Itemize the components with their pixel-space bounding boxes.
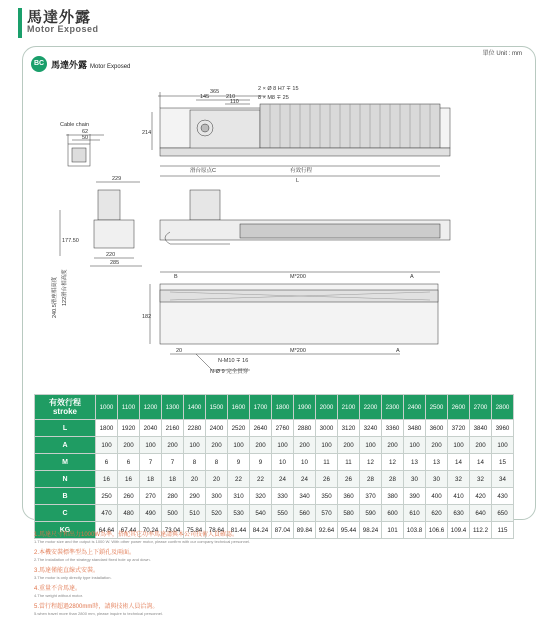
note-text-en: 4.The weight without motor. — [34, 593, 83, 598]
spec-row — [35, 454, 514, 471]
spec-cell: 340 — [294, 488, 316, 505]
spec-cell: 2760 — [272, 420, 294, 437]
spec-row-label: A — [35, 437, 96, 454]
spec-cell: 560 — [294, 505, 316, 522]
dim-145: 145 — [200, 94, 210, 100]
cable-chain-label: Cable chain — [60, 122, 90, 128]
spec-cell: 280 — [162, 488, 184, 505]
spec-cell: 95.44 — [338, 522, 360, 539]
note-item — [34, 604, 314, 616]
spec-cell: 28 — [360, 471, 382, 488]
spec-cell: 34 — [492, 471, 514, 488]
spec-cell: 100 — [184, 437, 206, 454]
spec-cell: 470 — [96, 505, 118, 522]
spec-cell: 70.24 — [140, 522, 162, 539]
spec-cell: 10 — [272, 454, 294, 471]
spec-cell: 380 — [382, 488, 404, 505]
spec-cell: 78.64 — [206, 522, 228, 539]
stroke-header-cell: 1900 — [294, 395, 316, 420]
spec-cell: 370 — [360, 488, 382, 505]
note-text-en: 5.when travel more than 2800 mm, please inquire to technical personnel. — [34, 611, 163, 616]
section-title-zh: 馬達外露 — [51, 60, 88, 70]
spec-cell: 400 — [426, 488, 448, 505]
note-item — [34, 550, 314, 562]
spec-cell: 100 — [448, 437, 470, 454]
stroke-header-cell: 1500 — [206, 395, 228, 420]
label-a-top: A — [410, 274, 414, 280]
spec-cell: 1920 — [118, 420, 140, 437]
note-item — [34, 586, 314, 598]
spec-cell: 14 — [448, 454, 470, 471]
spec-cell: 18 — [162, 471, 184, 488]
spec-cell: 510 — [184, 505, 206, 522]
spec-cell: 520 — [206, 505, 228, 522]
spec-cell: 640 — [470, 505, 492, 522]
spec-row-label: C — [35, 505, 96, 522]
stroke-header-cell: 2300 — [382, 395, 404, 420]
stroke-header-cell: 2100 — [338, 395, 360, 420]
spec-cell: 20 — [206, 471, 228, 488]
spec-cell: 310 — [228, 488, 250, 505]
spec-cell: 75.84 — [184, 522, 206, 539]
spec-cell: 2160 — [162, 420, 184, 437]
spec-cell: 200 — [162, 437, 184, 454]
spec-cell: 6 — [96, 454, 118, 471]
spec-row-label: N — [35, 471, 96, 488]
spec-row — [35, 437, 514, 454]
spec-cell: 92.64 — [316, 522, 338, 539]
label-m200-top: M*200 — [290, 274, 306, 280]
spec-cell: 109.4 — [448, 522, 470, 539]
plan-view — [150, 272, 440, 370]
note-item — [34, 568, 314, 580]
hole-callout-1: 2 × Ø 8 H7 ∓ 15 — [258, 86, 299, 92]
stroke-header-cell: 1600 — [228, 395, 250, 420]
spec-cell: 101 — [382, 522, 404, 539]
spec-cell: 620 — [426, 505, 448, 522]
spec-cell: 260 — [118, 488, 140, 505]
dim-182: 182 — [142, 314, 152, 320]
spec-cell: 6 — [118, 454, 140, 471]
spec-cell: 590 — [360, 505, 382, 522]
dim-110: 110 — [230, 99, 239, 105]
spec-cell: 13 — [404, 454, 426, 471]
stroke-header-cell: 2600 — [448, 395, 470, 420]
page-title: 馬達外露 — [27, 9, 92, 26]
spec-cell: 14 — [470, 454, 492, 471]
spec-cell: 9 — [250, 454, 272, 471]
spec-cell: 3120 — [338, 420, 360, 437]
end-view-middle — [60, 182, 142, 266]
dim-62: 62 — [82, 129, 89, 135]
spec-cell: 73.04 — [162, 522, 184, 539]
spec-cell: 200 — [250, 437, 272, 454]
spec-cell: 8 — [184, 454, 206, 471]
stroke-header-cell: 1300 — [162, 395, 184, 420]
spec-cell: 2040 — [140, 420, 162, 437]
note-text-en: 1.The motor size and the output is 1000 W. With other power motor, please confirm with our company technical personnel. — [34, 539, 251, 544]
spec-cell: 15 — [492, 454, 514, 471]
spec-cell: 2880 — [294, 420, 316, 437]
spec-cell: 12 — [382, 454, 404, 471]
spec-cell: 2400 — [206, 420, 228, 437]
spec-cell: 2520 — [228, 420, 250, 437]
stroke-header-cell: 1100 — [118, 395, 140, 420]
spec-cell: 500 — [162, 505, 184, 522]
stroke-header-label: 有效行程 stroke — [35, 395, 96, 420]
length-label: L — [296, 178, 300, 184]
stroke-header-cell: 1800 — [272, 395, 294, 420]
spec-cell: 200 — [426, 437, 448, 454]
spec-cell: 200 — [118, 437, 140, 454]
spec-cell: 200 — [470, 437, 492, 454]
spec-cell: 28 — [382, 471, 404, 488]
note-text-zh: 5.當行程超過2800mm時，請與技術人員洽詢。 — [34, 604, 159, 610]
spec-cell: 270 — [140, 488, 162, 505]
spec-cell: 100 — [96, 437, 118, 454]
spec-cell: 100 — [140, 437, 162, 454]
spec-cell: 250 — [96, 488, 118, 505]
note-text-zh: 4.重量不含馬達。 — [34, 586, 82, 592]
spec-row — [35, 488, 514, 505]
stroke-header-cell: 1700 — [250, 395, 272, 420]
note-text-en: 3.The motor is only directly type installation. — [34, 575, 112, 580]
spec-cell: 81.44 — [228, 522, 250, 539]
spec-cell: 420 — [470, 488, 492, 505]
dim-285: 285 — [110, 260, 120, 266]
spec-cell: 10 — [294, 454, 316, 471]
stroke-header-cell: 2800 — [492, 395, 514, 420]
dim-177-50: 177.50 — [62, 238, 79, 244]
stroke-label: 有效行程 — [290, 168, 313, 174]
spec-cell: 2280 — [184, 420, 206, 437]
note-text-zh: 3.馬達僅能直線式安裝。 — [34, 568, 100, 574]
note-item — [34, 532, 314, 544]
spec-cell: 7 — [140, 454, 162, 471]
spec-cell: 24 — [272, 471, 294, 488]
stroke-header-cell: 1200 — [140, 395, 162, 420]
spec-cell: 103.8 — [404, 522, 426, 539]
notes-list — [34, 532, 314, 622]
side-view-top — [152, 92, 450, 176]
spec-cell: 9 — [228, 454, 250, 471]
spec-cell: 540 — [250, 505, 272, 522]
stroke-header-cell: 2400 — [404, 395, 426, 420]
spec-cell: 350 — [316, 488, 338, 505]
spec-cell: 100 — [492, 437, 514, 454]
spec-cell: 100 — [228, 437, 250, 454]
spec-cell: 3960 — [492, 420, 514, 437]
spec-cell: 12 — [360, 454, 382, 471]
stroke-header-cell: 1400 — [184, 395, 206, 420]
spec-cell: 100 — [316, 437, 338, 454]
spec-cell: 1800 — [96, 420, 118, 437]
spec-cell: 650 — [492, 505, 514, 522]
spec-cell: 600 — [382, 505, 404, 522]
spec-cell: 3000 — [316, 420, 338, 437]
spec-cell: 11 — [338, 454, 360, 471]
spec-cell: 3240 — [360, 420, 382, 437]
spec-cell: 200 — [206, 437, 228, 454]
spec-cell: 22 — [228, 471, 250, 488]
spec-cell: 106.6 — [426, 522, 448, 539]
dim-50: 50 — [82, 135, 89, 141]
spec-cell: 18 — [140, 471, 162, 488]
page-subtitle: Motor Exposed — [27, 24, 99, 34]
spec-cell: 300 — [206, 488, 228, 505]
section-badge: BC — [31, 56, 47, 72]
spec-cell: 100 — [360, 437, 382, 454]
spec-cell: 112.2 — [470, 522, 492, 539]
dim-220: 220 — [106, 252, 116, 258]
spec-cell: 89.84 — [294, 522, 316, 539]
callout-m10: N-M10 ∓ 16 — [218, 358, 249, 364]
spec-cell: 22 — [250, 471, 272, 488]
spec-row-label: L — [35, 420, 96, 437]
spec-cell: 26 — [338, 471, 360, 488]
spec-cell: 200 — [294, 437, 316, 454]
spec-cell: 87.04 — [272, 522, 294, 539]
spec-cell: 330 — [272, 488, 294, 505]
stroke-header-cell: 2500 — [426, 395, 448, 420]
spec-cell: 115 — [492, 522, 514, 539]
dim-210: 210 — [226, 94, 236, 100]
spec-cell: 16 — [96, 471, 118, 488]
label-b: B — [174, 274, 178, 280]
spec-cell: 3600 — [426, 420, 448, 437]
spec-cell: 32 — [448, 471, 470, 488]
spec-cell: 20 — [184, 471, 206, 488]
spec-cell: 30 — [404, 471, 426, 488]
stroke-header-row — [35, 395, 514, 420]
spec-cell: 3480 — [404, 420, 426, 437]
spec-cell: 410 — [448, 488, 470, 505]
spec-cell: 3360 — [382, 420, 404, 437]
dim-365: 365 — [210, 89, 220, 95]
spec-cell: 64.64 — [96, 522, 118, 539]
spec-cell: 32 — [470, 471, 492, 488]
spec-cell: 490 — [140, 505, 162, 522]
spec-cell: 24 — [294, 471, 316, 488]
spec-cell: 16 — [118, 471, 140, 488]
spec-table — [34, 394, 514, 539]
side-view-middle — [160, 190, 450, 244]
spec-cell: 390 — [404, 488, 426, 505]
spec-cell: 11 — [316, 454, 338, 471]
stroke-header-cell: 2200 — [360, 395, 382, 420]
spec-cell: 26 — [316, 471, 338, 488]
spec-cell: 84.24 — [250, 522, 272, 539]
stroke-header-cell: 2700 — [470, 395, 492, 420]
spec-row-label: M — [35, 454, 96, 471]
spec-cell: 67.44 — [118, 522, 140, 539]
spec-cell: 200 — [382, 437, 404, 454]
note-text-en: 2.The installation of the strategy standard fixed hole up and down. — [34, 557, 151, 562]
spec-cell: 200 — [338, 437, 360, 454]
callout-phi9: N-Ø 9 完全貫穿 — [210, 369, 249, 375]
spec-cell: 8 — [206, 454, 228, 471]
origin-label: 滑台原点C — [190, 168, 216, 174]
vlabel-slider-height: 240.5滑座相高度 — [52, 276, 58, 318]
stroke-header-cell: 2000 — [316, 395, 338, 420]
spec-cell: 100 — [404, 437, 426, 454]
spec-cell: 98.24 — [360, 522, 382, 539]
spec-cell: 30 — [426, 471, 448, 488]
dim-214: 214 — [142, 130, 152, 136]
spec-cell: 7 — [162, 454, 184, 471]
spec-cell: 3840 — [470, 420, 492, 437]
label-m200-bottom: M*200 — [290, 348, 306, 354]
section-title-en: Motor Exposed — [90, 64, 131, 70]
spec-cell: 320 — [250, 488, 272, 505]
dim-229: 229 — [112, 176, 122, 182]
spec-cell: 430 — [492, 488, 514, 505]
spec-cell: 630 — [448, 505, 470, 522]
spec-cell: 13 — [426, 454, 448, 471]
spec-cell: 570 — [316, 505, 338, 522]
unit-label: 單位 Unit : mm — [482, 51, 522, 57]
spec-cell: 100 — [272, 437, 294, 454]
spec-row — [35, 420, 514, 437]
spec-cell: 530 — [228, 505, 250, 522]
spec-cell: 610 — [404, 505, 426, 522]
spec-cell: 480 — [118, 505, 140, 522]
note-text-zh: 1.馬達尺寸和出力1000W為準，搭配其它功率馬達請與本公司技術人員確認。 — [34, 532, 239, 538]
vlabel-table-height: 122滑台相高度 — [62, 269, 68, 306]
spec-row — [35, 471, 514, 488]
label-a-bottom: A — [396, 348, 400, 354]
spec-cell: 290 — [184, 488, 206, 505]
spec-row — [35, 505, 514, 522]
hole-callout-2: 8 × M8 ∓ 25 — [258, 95, 289, 101]
note-text-zh: 2.本機安裝標準型為上下鎖孔及兩面。 — [34, 550, 136, 556]
stroke-header-cell: 1000 — [96, 395, 118, 420]
label-20: 20 — [176, 348, 183, 354]
spec-cell: 3720 — [448, 420, 470, 437]
spec-cell: 2640 — [250, 420, 272, 437]
spec-cell: 360 — [338, 488, 360, 505]
spec-row-label: B — [35, 488, 96, 505]
spec-cell: 580 — [338, 505, 360, 522]
spec-row-label: KG — [35, 522, 96, 539]
spec-cell: 550 — [272, 505, 294, 522]
